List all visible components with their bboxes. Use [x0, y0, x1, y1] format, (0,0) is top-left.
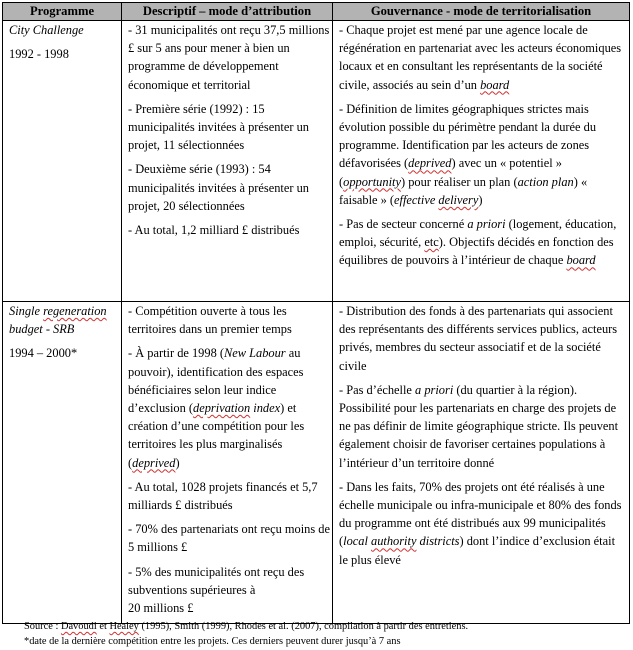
descriptif-item: - Au total, 1028 projets financés et 5,7 milliards £ distribués: [128, 479, 318, 513]
descriptif-item: [128, 344, 330, 471]
gouvernance-item: [339, 215, 627, 270]
descriptif-text: au pouvoir), identification des espaces bénéficiaires selon leur indice d’exclusion (: [128, 346, 304, 416]
descriptif-item: - 70% des partenariats ont reçu moins de 5 millions £: [128, 522, 330, 555]
source-author: Healey: [109, 621, 139, 632]
descriptif-cell: [122, 302, 333, 624]
term-a-priori: a priori: [415, 382, 454, 397]
programme-period: 1994 – 2000*: [9, 346, 78, 361]
gouvernance-text: (du quartier à la région). Possibilité pour les partenariats en charge des projets de ne pas définir de limite géographique stricte. Ils peuvent également choisir de favoriser certaines populations à l’intérieur d’un territoire donné: [339, 382, 619, 470]
term-authority: authority: [371, 534, 417, 549]
descriptif-text: - À partir de 1998 (: [128, 346, 224, 361]
gouvernance-text: ) « faisable » (: [339, 174, 588, 207]
descriptif-text: ): [175, 455, 180, 470]
gouvernance-text: (logement, éducation, emploi, sécurité,: [339, 217, 617, 250]
term-deprivation: deprivation: [193, 401, 251, 416]
term-board: board: [566, 253, 596, 268]
term-effective: effective: [394, 192, 439, 207]
descriptif-item: - Première série (1992) : 15 municipalités invitées à présenter un projet, 11 sélectionnées: [128, 101, 309, 153]
term-deprived: deprived: [408, 156, 452, 171]
term-board: board: [480, 77, 510, 92]
programme-cell: [3, 21, 122, 302]
gouvernance-text: ): [478, 192, 483, 207]
gouvernance-text: ). Objectifs décidés en fonction des équilibres de pouvoirs à l’intérieur de chaque: [339, 235, 614, 268]
programme-cell: [3, 302, 122, 624]
descriptif-item: - Compétition ouverte à tous les territoires dans un premier temps: [128, 304, 292, 337]
gouvernance-text: - Pas d’échelle: [339, 382, 416, 397]
source-note: [24, 620, 468, 635]
source-text: (1995), Smith (1999), Rhodes et al. (2007), compilation à partir des entretiens.: [138, 621, 469, 632]
gouvernance-item: [339, 100, 627, 209]
table-notes: [24, 620, 468, 649]
footnote: *date de la dernière compétition entre les projets. Ces derniers peuvent durer jusqu’à 7 ans: [24, 635, 401, 647]
table-header-row: [3, 3, 630, 21]
table-row-city-challenge: [3, 21, 630, 302]
descriptif-item: - Au total, 1,2 milliard £ distribués: [128, 223, 300, 238]
comparison-table-container: [2, 2, 629, 624]
gouvernance-text: ) avec un « potentiel » (: [339, 156, 562, 189]
gouvernance-item: [339, 381, 627, 472]
term-etc: etc: [424, 235, 439, 250]
descriptif-item: - 31 municipalités ont reçu 37,5 millions £ sur 5 ans pour mener à bien un programme de développement économique et territorial: [128, 23, 330, 92]
source-text: et: [96, 621, 110, 632]
descriptif-text: ) et création d’une compétition pour les territoires les plus marginalisés (: [128, 401, 305, 470]
gouvernance-cell: [333, 21, 630, 302]
descriptif-cell: [122, 21, 333, 302]
programme-name-part: regeneration: [43, 304, 107, 318]
term-a-priori: a priori: [467, 217, 506, 232]
gouvernance-item: [339, 478, 627, 569]
gouvernance-text: - Pas de secteur concerné: [339, 217, 468, 232]
term-local: local: [343, 534, 372, 549]
descriptif-text: 20 millions £: [128, 601, 194, 616]
programmes-comparison-table: [2, 2, 630, 624]
programme-period: 1992 - 1998: [9, 47, 69, 62]
header-descriptif: Descriptif – mode d’attribution: [122, 3, 333, 21]
programme-name: City Challenge: [9, 23, 84, 37]
gouvernance-item: [339, 21, 627, 94]
term-opportunity: opportunity: [343, 174, 401, 189]
source-text: Source :: [24, 621, 61, 632]
descriptif-item: [128, 563, 330, 618]
term-deprived: deprived: [132, 455, 176, 470]
gouvernance-item: - Distribution des fonds à des partenariats qui associent des représentants des différents services publics, acteurs privés, membres du secteur associatif et de la société civile: [339, 304, 618, 373]
term-index: index: [250, 401, 281, 416]
gouvernance-text: - Chaque projet est mené par une agence locale de régénération en partenariat avec les acteurs économiques locaux et en consultant les représentants de la société civile, associés au sein d’un: [339, 23, 622, 92]
programme-name-part: budget - SRB: [9, 322, 75, 337]
term-delivery: delivery: [438, 192, 479, 207]
descriptif-item: - Deuxième série (1993) : 54 municipalités invitées à présenter un projet, 20 sélectionnées: [128, 162, 309, 213]
table-row-srb: [3, 302, 630, 624]
programme-name: [9, 302, 117, 338]
programme-name-part: Single: [9, 304, 44, 318]
gouvernance-text: ) pour réaliser un plan (: [400, 174, 518, 189]
header-gouvernance: Gouvernance - mode de territorialisation: [333, 3, 630, 21]
term-new-labour: New Labour: [224, 346, 286, 361]
term-action-plan: action plan: [517, 174, 574, 189]
source-author: Davoudi: [60, 621, 97, 632]
header-programme: Programme: [3, 3, 122, 21]
gouvernance-text: ) dont l’indice d’exclusion était le plus élevé: [339, 534, 616, 567]
gouvernance-text: - Définition de limites géographiques strictes mais évolution possible du périmètre pendant la durée du programme. Identification par les acteurs de zones défavorisées (: [339, 101, 597, 171]
term-districts: districts: [416, 534, 460, 549]
gouvernance-text: - Dans les faits, 70% des projets ont été réalisés à une échelle municipale ou infra-municipale et 80% des fonds du programme ont été distribués aux 99 municipalités (: [339, 479, 622, 549]
gouvernance-cell: [333, 302, 630, 624]
descriptif-text: - 5% des municipalités ont reçu des subventions supérieures à: [128, 564, 305, 597]
